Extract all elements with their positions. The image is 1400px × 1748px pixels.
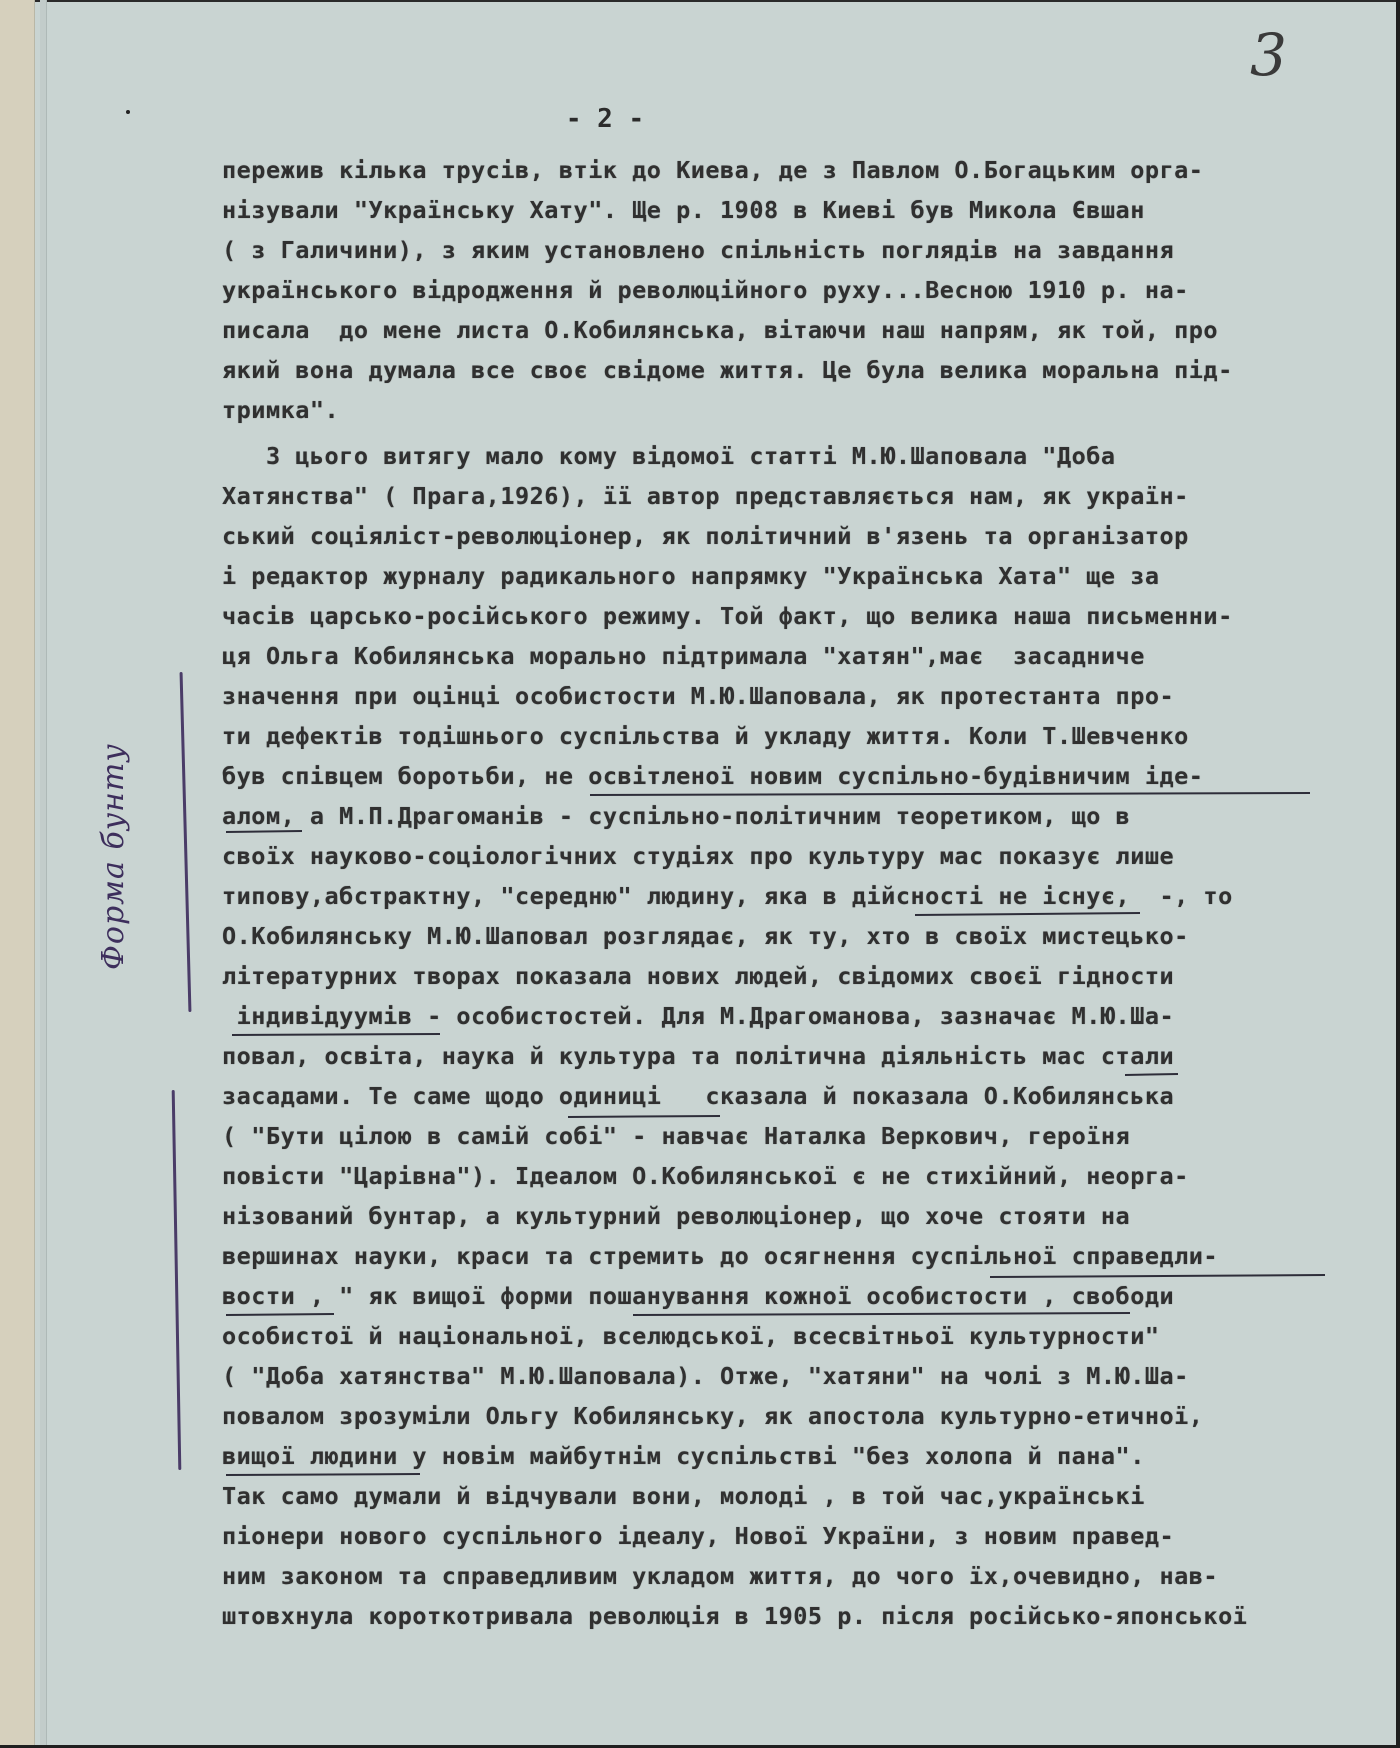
text-line: вищої людини у новім майбутнім суспільстві "без холопа й пана". [222,1442,1145,1470]
text-line: ( "Бути цілою в самій собі" - навчає Наталка Веркович, героїня [222,1122,1131,1150]
underline-mark [590,793,1310,795]
text-line: індивідуумів - особистостей. Для М.Драгоманова, зазначає М.Ю.Ша- [222,1002,1175,1030]
text-line: ним законом та справедливим укладом життя, до чого їх,очевидно, нав- [222,1562,1219,1590]
underline-mark [226,1474,420,1475]
underline-mark [226,831,302,832]
text-line: ( "Доба хатянства" М.Ю.Шаповала). Отже, "хатяни" на чолі з М.Ю.Ша- [222,1362,1189,1390]
underline-mark [232,1034,440,1035]
text-line: тримка". [222,396,340,424]
text-line: пережив кілька трусів, втік до Киева, де з Павлом О.Богацьким орга- [222,156,1204,184]
text-line: алом, а М.П.Драгоманів - суспільно-політичним теоретиком, що в [222,802,1131,830]
text-line: засадами. Те саме щодо одиниці сказала й показала О.Кобилянська [222,1082,1175,1110]
text-line: нізували "Українську Хату". Ще р. 1908 в Киеві був Микола Євшан [222,196,1145,224]
text-line: ський соціяліст-революціонер, як політичний в'язень та організатор [222,522,1189,550]
text-line: нізований бунтар, а культурний революціонер, що хоче стояти на [222,1202,1131,1230]
text-line: повалом зрозуміли Ольгу Кобилянську, як апостола культурно-етичної, [222,1402,1204,1430]
text-line: писала до мене листа О.Кобилянська, вітаючи наш напрям, як той, про [222,316,1219,344]
text-line: піонери нового суспільного ідеалу, Нової України, з новим правед- [222,1522,1175,1550]
text-line: типову,абстрактну, "середню" людину, яка в дійсності не існує, -, то [222,882,1233,910]
text-line: З цього витягу мало кому відомої статті М.Ю.Шаповала "Доба [222,442,1116,470]
text-line: особистої й національної, вселюдської, всесвітньої культурности" [222,1322,1160,1350]
text-line: літературних творах показала нових людей, свідомих своєї гідности [222,962,1175,990]
underline-mark [633,1313,1130,1315]
text-line: ця Ольга Кобилянська морально підтримала "хатян",має засадниче [222,642,1145,670]
text-line: ( з Галичини), з яким установлено спільність поглядів на завдання [222,236,1175,264]
text-line: вости , " як вищої форми пошанування кожної особистости , свободи [222,1282,1175,1310]
text-line: і редактор журналу радикального напрямку "Українська Хата" ще за [222,562,1160,590]
underline-mark [1125,1074,1178,1075]
text-line: повал, освіта, наука й культура та політична діяльність мас стали [222,1042,1175,1070]
text-line: українського відродження й революційного руху...Весною 1910 р. на- [222,276,1189,304]
text-line: О.Кобилянську М.Ю.Шаповал розглядає, як ту, хто в своїх мистецько- [222,922,1189,950]
text-line: який вона думала все своє свідоме життя. Це була велика моральна під- [222,356,1233,384]
page-number: - 2 - [565,104,645,134]
underline-mark [990,1275,1325,1277]
text-line: часів царсько-російського режиму. Той факт, що велика наша письменни- [222,602,1233,630]
text-line: був співцем боротьби, не освітленої новим суспільно-будівничим іде- [222,762,1204,790]
underline-mark [226,1314,334,1315]
archive-folio-number: 3 [1250,21,1287,89]
text-line: штовхнула короткотривала революція в 1905 р. після російсько-японської [222,1602,1248,1630]
text-line: Так само думали й відчували вони, молоді , в той час,українські [222,1482,1145,1510]
text-line: Хатянства" ( Прага,1926), її автор представляється нам, як україн- [222,482,1189,510]
text-line: своїх науково-соціологічних студіях про культуру мас показує лише [222,842,1175,870]
handwritten-margin-note: Форма бунту [96,743,131,970]
text-line: вершинах науки, краси та стремить до осягнення суспільної справедли- [222,1242,1219,1270]
text-line: повісти "Царівна"). Ідеалом О.Кобилянської є не стихійний, неорга- [222,1162,1189,1190]
text-line: ти дефектів тодішнього суспільства й укладу життя. Коли Т.Шевченко [222,722,1189,750]
text-line: значення при оцінці особистости М.Ю.Шаповала, як протестанта про- [222,682,1175,710]
underline-mark [568,1116,720,1117]
underline-mark [915,913,1140,915]
